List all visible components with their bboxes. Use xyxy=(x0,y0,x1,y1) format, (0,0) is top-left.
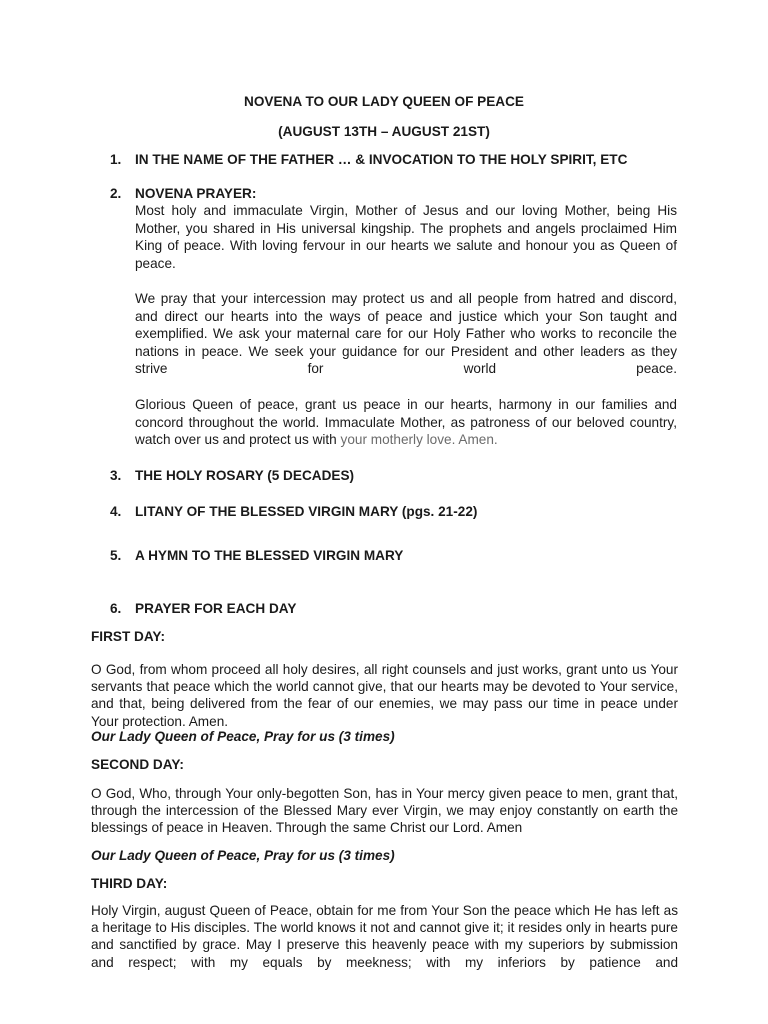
first-day-heading: FIRST DAY: xyxy=(91,629,166,644)
list-item-text: A HYMN TO THE BLESSED VIRGIN MARY xyxy=(135,548,404,563)
second-day-refrain: Our Lady Queen of Peace, Pray for us (3 times) xyxy=(91,848,395,863)
list-item-text: THE HOLY ROSARY (5 DECADES) xyxy=(135,468,355,483)
novena-prayer-paragraph-3 xyxy=(135,396,677,449)
second-day-heading: SECOND DAY: xyxy=(91,757,184,772)
novena-prayer-paragraph-2: We pray that your intercession may protect us and all people from hatred and discord, and direct our hearts into the ways of peace and justice which your Son taught and exemplified. We ask your maternal care for our Holy Father who works to reconcile the nations in peace. We seek your guidance for our President and other leaders as they strive for world peace. xyxy=(135,291,677,376)
list-number: 4. xyxy=(110,504,122,519)
list-item-text: LITANY OF THE BLESSED VIRGIN MARY (pgs. 21-22) xyxy=(135,504,478,519)
third-day-heading: THIRD DAY: xyxy=(91,876,168,891)
first-day-prayer: O God, from whom proceed all holy desires, all right counsels and just works, grant unto us Your servants that peace which the world cannot give, that our hearts may be devoted to Your service, and that, being delivered from the fear of our enemies, we may pass our time in peace under Your protection. Amen. xyxy=(91,662,678,729)
novena-dates: (AUGUST 13TH – AUGUST 21ST) xyxy=(278,124,490,139)
list-item-1 xyxy=(110,151,627,169)
document-title: NOVENA TO OUR LADY QUEEN OF PEACE xyxy=(244,94,524,109)
list-item-text: IN THE NAME OF THE FATHER … & INVOCATION TO THE HOLY SPIRIT, ETC xyxy=(135,152,628,167)
list-number: 3. xyxy=(110,468,122,483)
paragraph-text: Glorious Queen of peace, grant us peace in our hearts, harmony in our families and concord throughout the world. Immaculate Mother, as patroness of our beloved country, watch over us and protect us with xyxy=(135,397,677,447)
list-item-3 xyxy=(110,467,354,485)
paragraph-tail: your motherly love. Amen. xyxy=(336,432,498,447)
list-number: 1. xyxy=(110,152,122,167)
third-day-prayer: Holy Virgin, august Queen of Peace, obtain for me from Your Son the peace which He has left as a heritage to His disciples. The world knows it not and cannot give it; it resides only in hearts pure and sanctified by grace. May I preserve this heavenly peace with my superiors by submission and respect; with my equals by meekness; with my inferiors by patience and xyxy=(91,903,678,970)
list-number: 6. xyxy=(110,601,122,616)
list-number: 5. xyxy=(110,548,122,563)
list-number: 2. xyxy=(110,186,122,201)
list-item-5 xyxy=(110,547,403,565)
list-item-2 xyxy=(110,185,256,203)
novena-prayer-paragraph-1: Most holy and immaculate Virgin, Mother of Jesus and our loving Mother, being His Mother, you shared in His universal kingship. The prophets and angels proclaimed Him King of peace. With loving fervour in our hearts we salute and honour you as Queen of peace. xyxy=(135,203,677,271)
list-item-text: PRAYER FOR EACH DAY xyxy=(135,601,297,616)
list-item-4 xyxy=(110,503,477,521)
list-item-text: NOVENA PRAYER: xyxy=(135,186,257,201)
second-day-prayer: O God, Who, through Your only-begotten Son, has in Your mercy given peace to men, grant that, through the intercession of the Blessed Mary ever Virgin, we may enjoy constantly on earth the blessings of peace in Heaven. Through the same Christ our Lord. Amen xyxy=(91,786,678,836)
first-day-refrain: Our Lady Queen of Peace, Pray for us (3 times) xyxy=(91,729,395,744)
list-item-6 xyxy=(110,600,296,618)
